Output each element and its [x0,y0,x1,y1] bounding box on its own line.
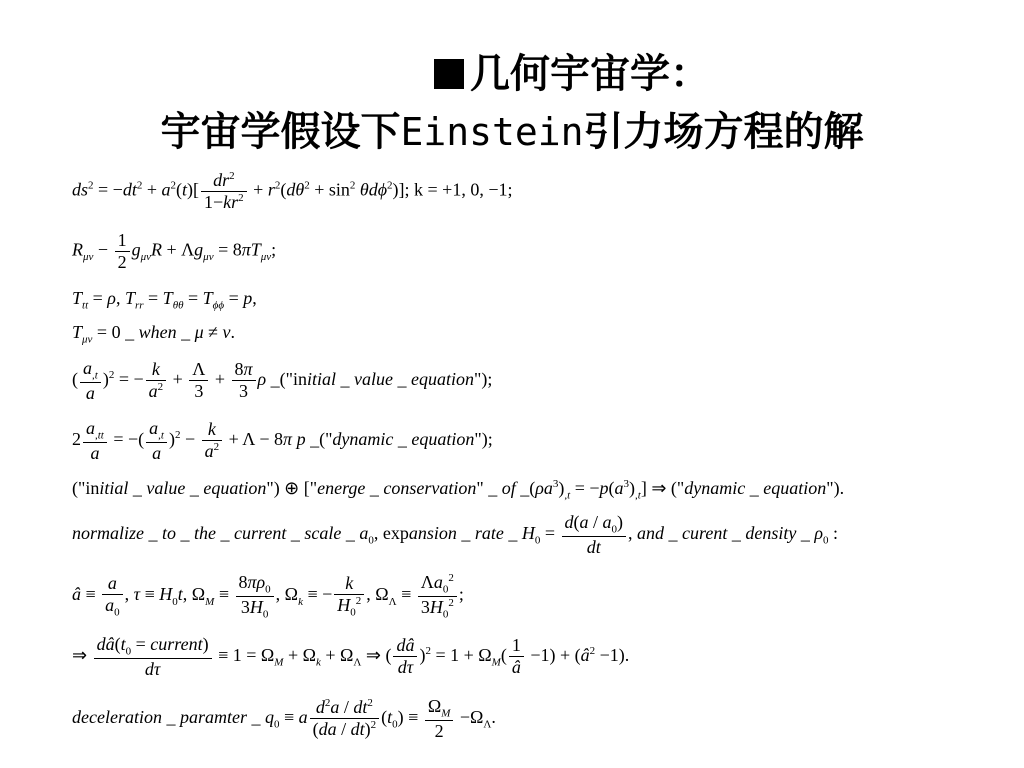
equation-metric: $ds^2 = -dt^2 + a^2(t)$[ $\frac{dr^2}{1-kr^2}$ + $r^2(d\theta^2 + \sin^2 \theta d\phi^2)$]; k = +1, 0, −1; [72,170,513,212]
square-bullet-icon [434,59,464,89]
equation-normalize: normalize _ to _ the _ current _ scale _ $a_0$, expansion _ rate _ $H_0$ = $\frac{d(a / a_0)}{dt}$ , and _ curent _ density _ $\rho_0$ : [72,512,838,557]
equation-current: ⇒ $\frac{dâ(t_0 = current)}{d\tau}$ ≡ $1 = \Omega_M + \Omega_k + \Omega_\Lambda$ ⇒ ( $\frac{dâ}{d\tau}$ )$^2 = 1 + \Omega_M$( $\frac{1}{â}$ $-1) + (â^2 -1)$. [72,634,630,679]
equation-definitions: â ≡ $\frac{a}{a_0}$ , $\tau \equiv H_0t$, $\Omega_M$ ≡ $\frac{8\pi\rho_0}{3H_0}$ , $\Omega_k$ ≡ − $\frac{k}{H_0^2}$ , $\Omega_\Lambda$ ≡ $\frac{\Lambda a_0^2}{3H_0^2}$ ; [72,572,464,621]
equation-conservation: ("initial _ value _ equation") ⊕ ["energe _ conservation" _ of $\_(\rho a^3)_{,t} = -p(a^3)_{,t}$] ⇒ ("dynamic _ equation"). [72,478,845,502]
slide-title-line2: 宇宙学假设下Einstein引力场方程的解 [160,109,864,155]
slide-title-line1: 几何宇宙学： [0,42,1024,99]
equation-einstein: $R_{\mu\nu}$ − $\frac{1}{2}$ $g_{\mu\nu}R + \Lambda g_{\mu\nu} = 8\pi T_{\mu\nu}$; [72,230,277,272]
equation-stress-diagonal: $T_{tt} = \rho$, $T_{rr} = T_{\theta\theta} = T_{\phi\phi} = p$, [72,288,257,312]
equation-deceleration: deceleration _ paramter _ $q_0 \equiv a$ $\frac{d^2a / dt^2}{(da / dt)^2}$ $(t_0)$ ≡ $\frac{\Omega_M}{2}$ $-\Omega_\Lambda$. [72,696,496,741]
equation-dynamic: 2 $\frac{a_{,tt}}{a}$ = −( $\frac{a_{,t}}{a}$ )$^2$ − $\frac{k}{a^2}$ + Λ − 8π p _("dynamic _ equation"); [72,418,493,463]
equation-initial-value: ( $\frac{a_{,t}}{a}$ )$^2$ = − $\frac{k}{a^2}$ + $\frac{\Lambda}{3}$ + $\frac{8\pi}{3}$ ρ _("initial _ value _ equation"); [72,358,493,403]
equation-stress-offdiag: $T_{\mu\nu} = 0$ _ when _ μ ≠ ν. [72,322,236,346]
